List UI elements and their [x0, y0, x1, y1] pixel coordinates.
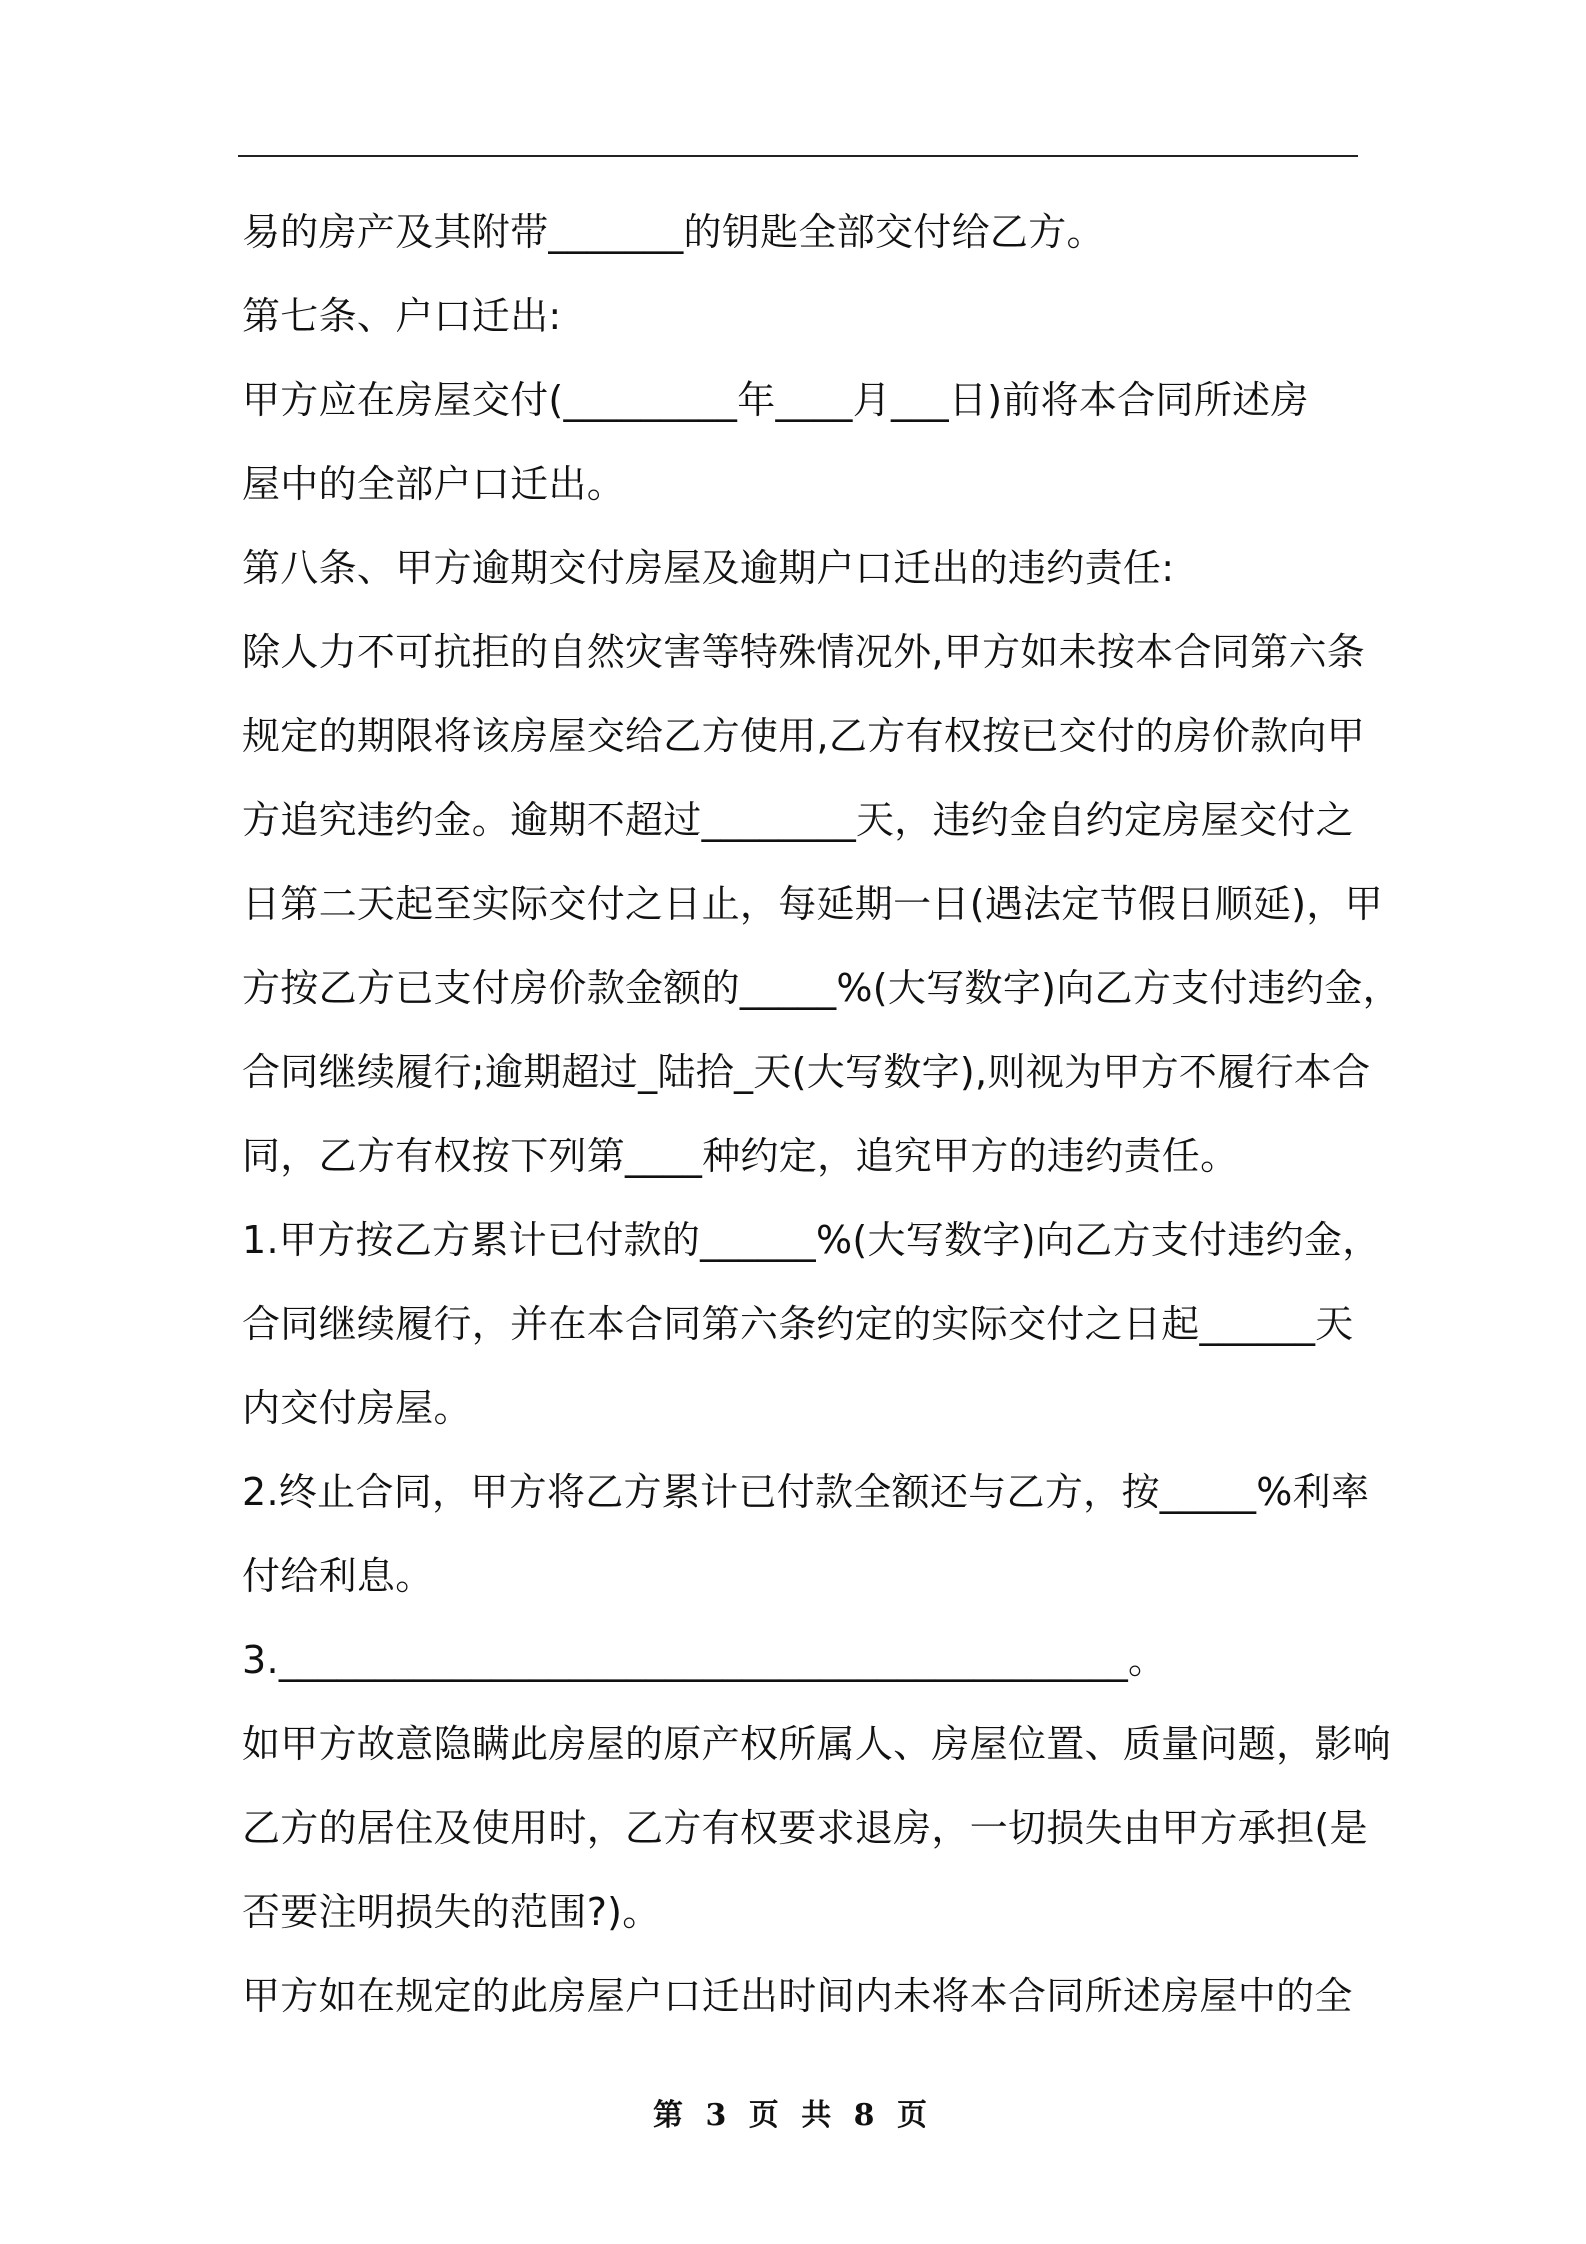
text-line: 合同继续履行;逾期超过_陆拾_天(大写数字),则视为甲方不履行本合: [242, 1050, 1371, 1094]
text-line: 甲方如在规定的此房屋户口迁出时间内未将本合同所述房屋中的全: [242, 1974, 1353, 2018]
text-line: 第八条、甲方逾期交付房屋及逾期户口迁出的违约责任:: [242, 546, 1175, 590]
text-line: 合同继续履行，并在本合同第六条约定的实际交付之日起______天: [242, 1302, 1354, 1346]
text-line: 否要注明损失的范围?)。: [242, 1890, 661, 1934]
text-line: 第七条、户口迁出:: [242, 294, 562, 338]
document-body: [242, 190, 1401, 2038]
text-line: 同，乙方有权按下列第____种约定，追究甲方的违约责任。: [242, 1134, 1239, 1178]
text-line: 如甲方故意隐瞒此房屋的原产权所属人、房屋位置、质量问题，影响: [242, 1722, 1392, 1766]
text-line: 屋中的全部户口迁出。: [242, 462, 626, 506]
text-line: 方追究违约金。逾期不超过________天，违约金自约定房屋交付之: [242, 798, 1354, 842]
header-rule: [238, 155, 1358, 157]
text-line: 甲方应在房屋交付(_________年____月___日)前将本合同所述房: [242, 378, 1309, 422]
text-line: 规定的期限将该房屋交给乙方使用,乙方有权按已交付的房价款向甲: [242, 714, 1366, 758]
text-line: 3.____________________________________________。: [242, 1638, 1167, 1682]
text-line: 1.甲方按乙方累计已付款的______%(大写数字)向乙方支付违约金，: [242, 1218, 1381, 1262]
text-line: 方按乙方已支付房价款金额的_____%(大写数字)向乙方支付违约金，: [242, 966, 1401, 1010]
text-line: 2.终止合同，甲方将乙方累计已付款全额还与乙方，按_____%利率: [242, 1470, 1370, 1514]
text-line: 乙方的居住及使用时，乙方有权要求退房，一切损失由甲方承担(是: [242, 1806, 1368, 1850]
text-line: 付给利息。: [242, 1554, 434, 1598]
text-line: 除人力不可抗拒的自然灾害等特殊情况外,甲方如未按本合同第六条: [242, 630, 1366, 674]
text-line: 内交付房屋。: [242, 1386, 472, 1430]
text-line: 日第二天起至实际交付之日止，每延期一日(遇法定节假日顺延)，甲: [242, 882, 1383, 926]
page-number-footer: 第 3 页 共 8 页: [653, 2098, 933, 2133]
text-line: 易的房产及其附带_______的钥匙全部交付给乙方。: [242, 210, 1105, 254]
